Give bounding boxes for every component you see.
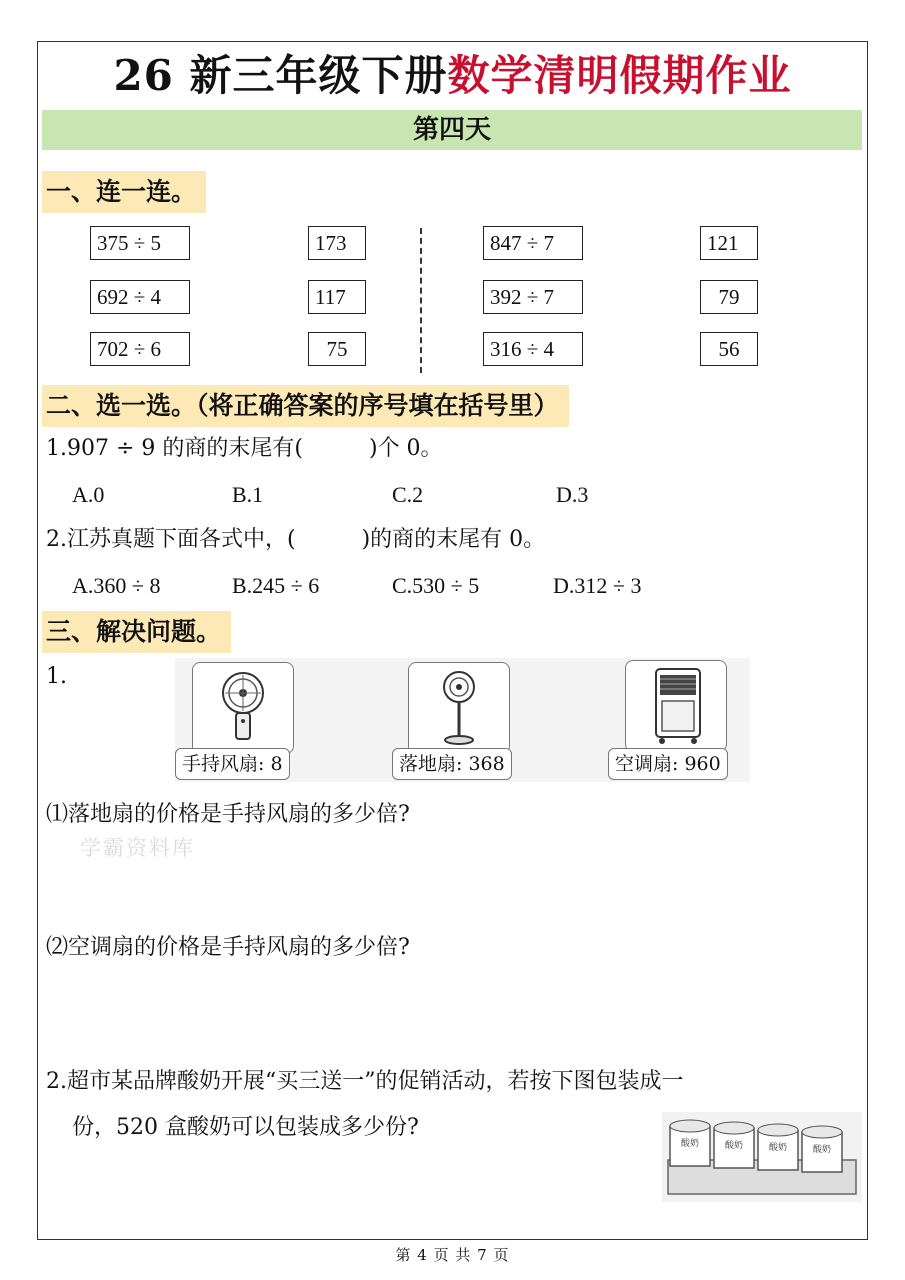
product-1-name: 手持风扇 <box>182 753 259 775</box>
right-answer-2: 79 <box>700 280 758 314</box>
handheld-fan-icon <box>193 663 293 753</box>
title-black: 26 新三年级下册 <box>113 51 448 100</box>
dashed-divider <box>420 228 422 373</box>
yogurt-cup-label-3: 酸奶 <box>768 1143 788 1153</box>
yogurt-cup-label-2: 酸奶 <box>724 1141 744 1151</box>
left-answer-3: 75 <box>308 332 366 366</box>
q1-option-b[interactable]: B.1 <box>232 482 264 507</box>
page-footer: 第 4 页 共 7 页 <box>395 1246 510 1264</box>
product-2-price: 368 <box>468 753 505 775</box>
q1-option-a[interactable]: A.0 <box>72 482 105 507</box>
floor-fan-icon <box>409 663 509 753</box>
right-expr-3: 316 ÷ 4 <box>483 332 583 366</box>
q3-2-line1: 2.超市某品牌酸奶开展“买三送一”的促销活动，若按下图包装成一 <box>46 1069 684 1094</box>
q2-line <box>46 525 545 555</box>
q2-option-d[interactable]: D.312 ÷ 3 <box>553 573 642 598</box>
right-expr-2: 392 ÷ 7 <box>483 280 583 314</box>
air-cooler-icon <box>626 661 726 751</box>
q2-option-c[interactable]: C.530 ÷ 5 <box>392 573 480 598</box>
watermark-text: 学霸资料库 <box>80 836 195 860</box>
product-card-1 <box>192 662 294 754</box>
q2-option-a[interactable]: A.360 ÷ 8 <box>72 573 161 598</box>
q3-sub1: ⑴落地扇的价格是手持风扇的多少倍? <box>46 802 410 827</box>
section2-heading: 二、选一选。（将正确答案的序号填在括号里） <box>42 385 569 427</box>
product-card-2 <box>408 662 510 754</box>
left-answer-2: 117 <box>308 280 366 314</box>
title-red: 数学清明假期作业 <box>447 51 792 100</box>
yogurt-cup-label-4: 酸奶 <box>812 1145 832 1155</box>
product-card-3 <box>625 660 727 752</box>
yogurt-pack-icon <box>662 1112 862 1202</box>
q1-option-c[interactable]: C.2 <box>392 482 424 507</box>
product-2-name: 落地扇 <box>399 753 457 775</box>
q2-option-b[interactable]: B.245 ÷ 6 <box>232 573 320 598</box>
q2-text-after: )的商的末尾有 0。 <box>361 527 546 552</box>
price-tag-2: 落地扇: 368 <box>392 748 512 780</box>
day-banner: 第四天 <box>42 110 862 150</box>
q1-option-d[interactable]: D.3 <box>556 482 589 507</box>
price-tag-1: 手持风扇: 8 <box>175 748 290 780</box>
q1-text-after: )个 0。 <box>368 436 443 461</box>
q1-text-before: 1.907 ÷ 9 的商的末尾有( <box>46 436 303 461</box>
section3-heading: 三、解决问题。 <box>42 611 231 653</box>
left-answer-1: 173 <box>308 226 366 260</box>
product-3-name: 空调扇 <box>615 753 673 775</box>
right-answer-1: 121 <box>700 226 758 260</box>
left-expr-1: 375 ÷ 5 <box>90 226 190 260</box>
q3-2-line2: 份，520 盒酸奶可以包装成多少份? <box>72 1115 419 1140</box>
q2-text-before: 2.江苏真题下面各式中，( <box>46 527 296 552</box>
page-title <box>37 46 868 106</box>
product-1-price: 8 <box>270 753 283 775</box>
price-tag-3: 空调扇: 960 <box>608 748 728 780</box>
section1-heading: 一、连一连。 <box>42 171 206 213</box>
yogurt-cup-label-1: 酸奶 <box>680 1139 700 1149</box>
q3-1-label: 1. <box>46 664 67 689</box>
right-answer-3: 56 <box>700 332 758 366</box>
right-expr-1: 847 ÷ 7 <box>483 226 583 260</box>
left-expr-2: 692 ÷ 4 <box>90 280 190 314</box>
q3-sub2: ⑵空调扇的价格是手持风扇的多少倍? <box>46 935 410 960</box>
left-expr-3: 702 ÷ 6 <box>90 332 190 366</box>
product-3-price: 960 <box>684 753 721 775</box>
q1-line <box>46 434 443 464</box>
